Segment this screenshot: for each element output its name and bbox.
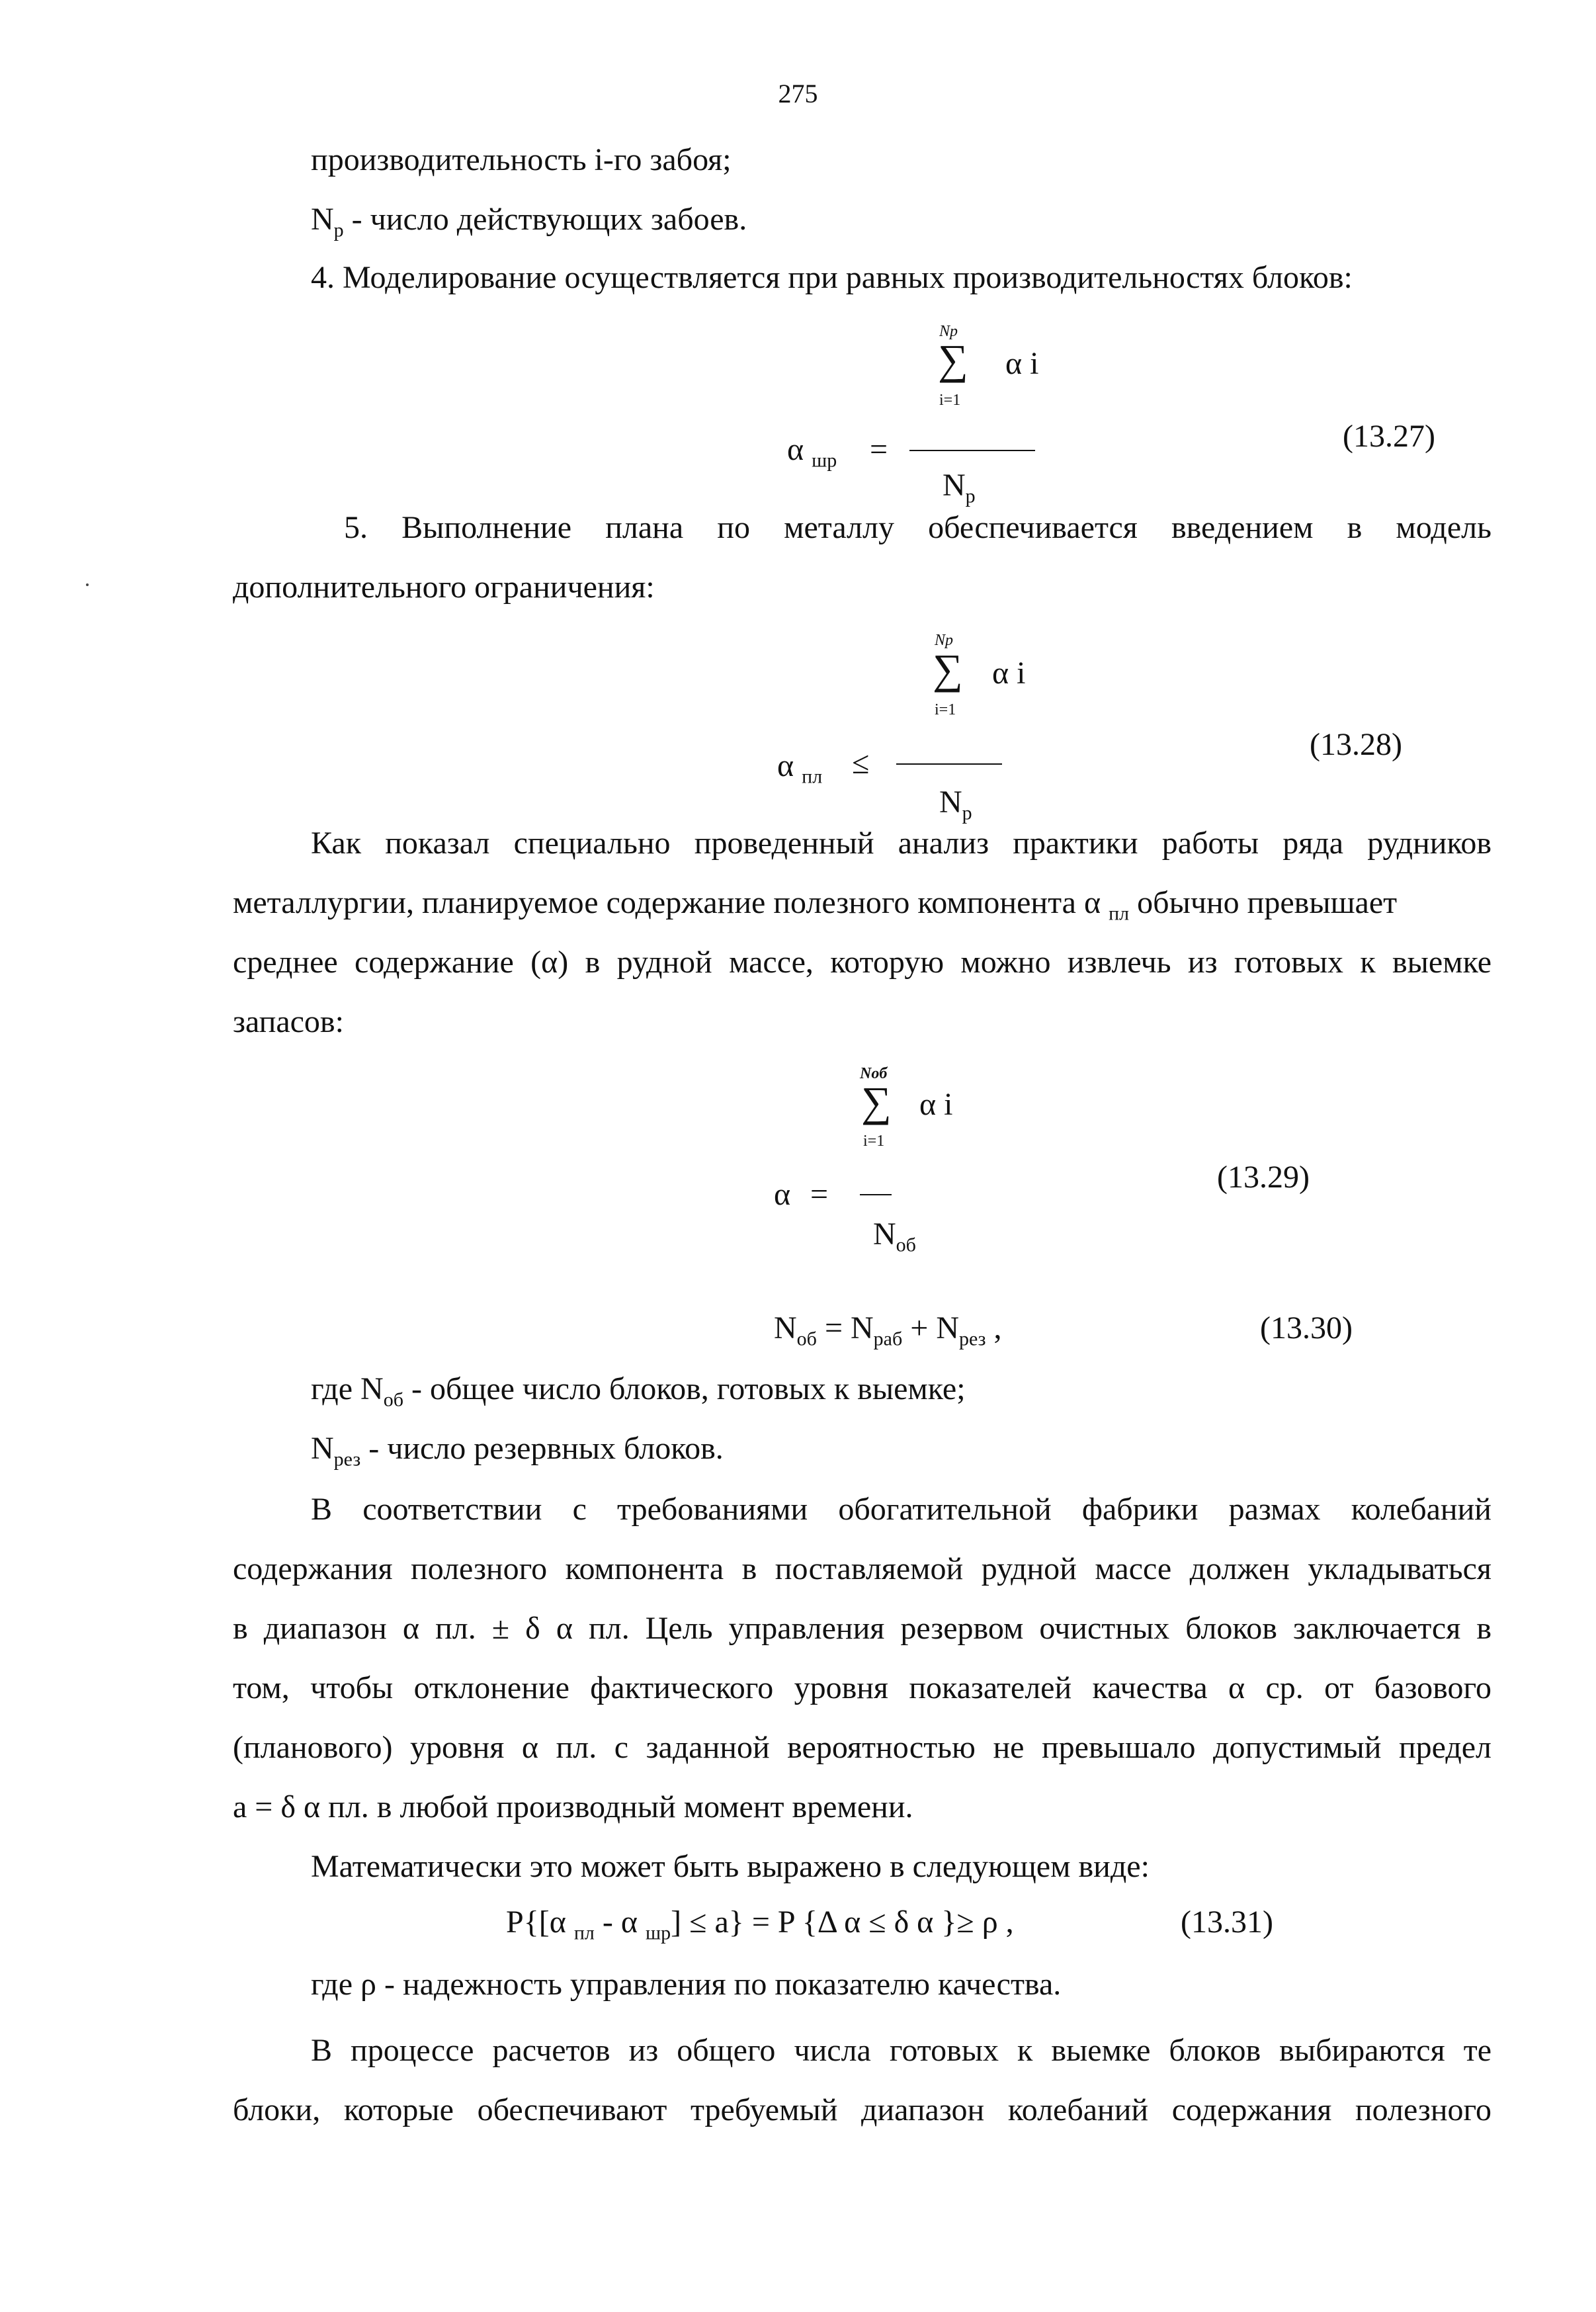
- text-line: запасов:: [233, 1004, 344, 1039]
- fraction-denominator: $N_р$: [939, 785, 972, 824]
- text-line: дополнительного ограничения:: [233, 570, 655, 605]
- text-line: В процессе расчетов из общего числа готовых к выемке блоков выбираются те: [311, 2033, 1491, 2068]
- equation-label: (13.28): [1310, 727, 1402, 762]
- text-line: блоки, которые обеспечивают требуемый диапазон колебаний содержания полезного: [233, 2092, 1491, 2127]
- text-line: В соответствии с требованиями обогатительной фабрики размах колебаний: [311, 1492, 1491, 1527]
- sum-upper-limit: Nоб: [860, 1065, 888, 1082]
- sum-lower-limit: i=1: [939, 392, 961, 409]
- sigma-symbol: ∑: [861, 1078, 892, 1125]
- text-line: где $N_{об}$ - общее число блоков, готовых к выемке;: [311, 1371, 966, 1411]
- text-line: том, чтобы отклонение фактического уровня показателей качества α ср. от базового: [233, 1670, 1491, 1705]
- equation-body: $N_{об} = N_{раб} + N_{рез}$ ,: [774, 1310, 1002, 1350]
- fraction-bar: [860, 1194, 892, 1195]
- sigma-symbol: ∑: [938, 336, 968, 383]
- fraction-bar: [909, 450, 1035, 451]
- sum-lower-limit: i=1: [935, 701, 956, 718]
- text-line: 4. Моделирование осуществляется при равных производительностях блоков:: [311, 260, 1353, 295]
- sum-term: α i: [992, 656, 1026, 691]
- text-line: $N_{рез}$ - число резервных блоков.: [311, 1431, 724, 1471]
- text-line: среднее содержание (α) в рудной массе, которую можно извлечь из готовых к выемке: [233, 945, 1491, 980]
- text-line: (планового) уровня α пл. с заданной вероятностью не превышало допустимый предел: [233, 1730, 1491, 1765]
- text-line: $N_р$ - число действующих забоев.: [311, 202, 747, 241]
- fraction-bar: [896, 763, 1002, 765]
- equation-label: (13.30): [1260, 1310, 1353, 1346]
- text-line: в диапазон α пл. ± δ α пл. Цель управления резервом очистных блоков заключается в: [233, 1611, 1491, 1646]
- text-line: а = δ α пл. в любой производный момент времени.: [233, 1789, 913, 1824]
- equation-lhs: α $_{пл}$: [777, 748, 823, 788]
- text-line: 5. Выполнение плана по металлу обеспечивается введением в модель: [344, 510, 1491, 545]
- sum-upper-limit: Np: [939, 323, 958, 340]
- sum-upper-limit: Np: [935, 632, 954, 649]
- equation-relation: =: [870, 432, 888, 467]
- sigma-symbol: ∑: [933, 646, 963, 693]
- margin-speck: [86, 583, 89, 586]
- equation-label: (13.29): [1217, 1160, 1310, 1195]
- sum-term: α i: [919, 1087, 953, 1122]
- text-line: содержания полезного компонента в поставляемой рудной массе должен укладываться: [233, 1551, 1491, 1586]
- equation-lhs: α $_{шр}$: [787, 432, 837, 472]
- fraction-denominator: $N_{об}$: [873, 1217, 916, 1256]
- equation-relation: =: [810, 1177, 829, 1212]
- equation-relation: ≤: [852, 746, 870, 781]
- sum-lower-limit: i=1: [863, 1133, 885, 1150]
- fraction-denominator: $N_р$: [943, 468, 976, 507]
- text-line: где ρ - надежность управления по показателю качества.: [311, 1967, 1062, 2002]
- equation-lhs: α: [774, 1177, 791, 1212]
- sum-term: α i: [1005, 346, 1039, 381]
- text-line: Как показал специально проведенный анализ практики работы ряда рудников: [311, 826, 1491, 861]
- text-line: Математически это может быть выражено в следующем виде:: [311, 1849, 1150, 1884]
- equation-body: P{[α $_{пл}$ - α $_{шр}$] ≤ a} = P {Δ α ≤ δ α }≥ ρ ,: [506, 1905, 1014, 1944]
- page-number: 275: [778, 79, 818, 108]
- equation-label: (13.27): [1343, 419, 1435, 454]
- text-line: металлургии, планируемое содержание полезного компонента α $_{пл}$ обычно превышает: [233, 885, 1398, 925]
- text-line: производительность i-го забоя;: [311, 142, 732, 177]
- equation-label: (13.31): [1181, 1905, 1273, 1940]
